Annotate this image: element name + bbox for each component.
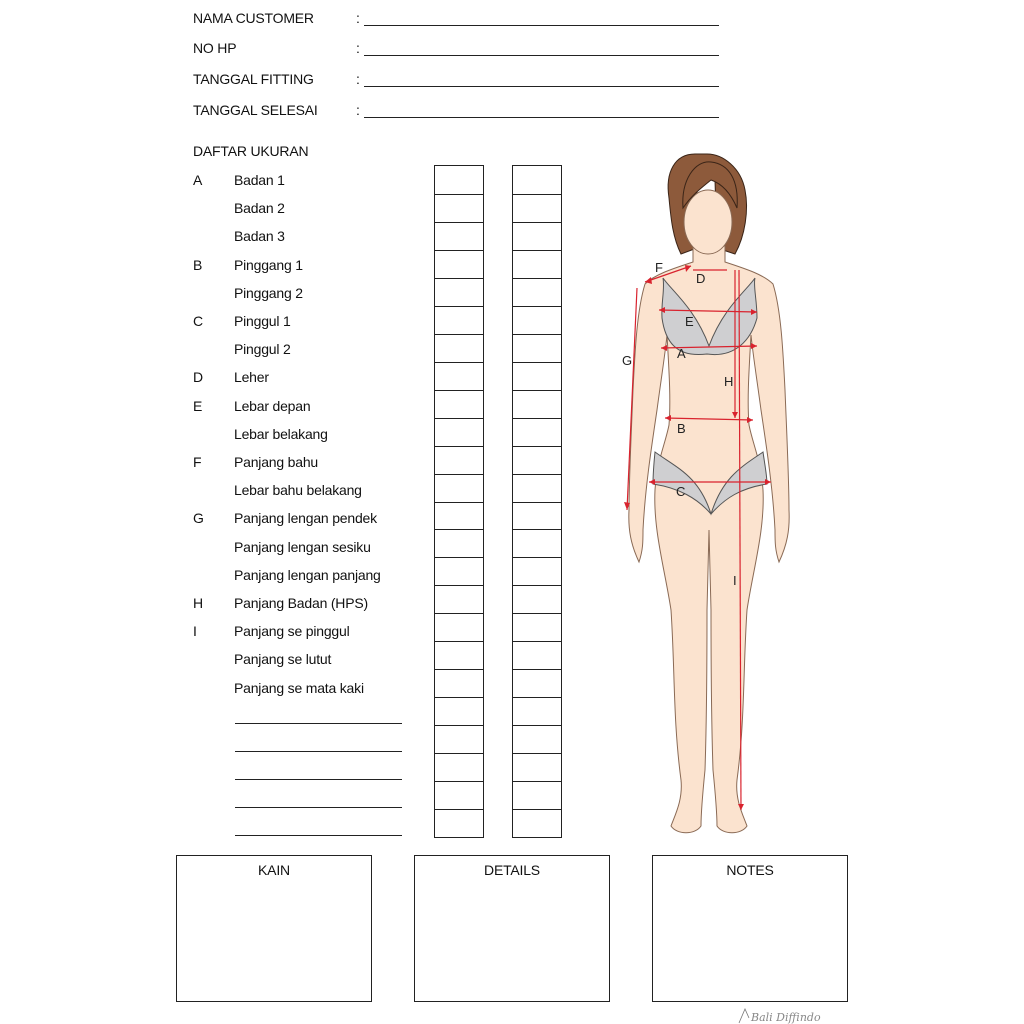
measurement-cell[interactable] xyxy=(513,613,561,641)
measurement-cell[interactable] xyxy=(435,222,483,250)
blank-measurement-line[interactable] xyxy=(235,835,402,836)
body-measurement-figure xyxy=(615,150,800,840)
measurement-cell[interactable] xyxy=(513,166,561,194)
customer-name-field[interactable] xyxy=(364,25,719,26)
measurement-label: Lebar depan xyxy=(234,397,311,414)
measurement-row xyxy=(193,426,413,446)
finish-date-label: TANGGAL SELESAI xyxy=(193,102,318,118)
measurement-cell[interactable] xyxy=(513,781,561,809)
colon: : xyxy=(356,10,360,26)
measurement-cell[interactable] xyxy=(435,529,483,557)
measurement-letter: E xyxy=(193,397,203,414)
measurement-row xyxy=(193,313,413,333)
blank-measurement-line[interactable] xyxy=(235,807,402,808)
colon: : xyxy=(356,40,360,56)
measurement-cell[interactable] xyxy=(435,697,483,725)
measurement-letter: F xyxy=(193,454,202,470)
measurement-row xyxy=(193,398,413,418)
measurement-row xyxy=(193,285,413,305)
measurement-cell[interactable] xyxy=(435,725,483,753)
measurement-row xyxy=(193,482,413,502)
measurement-label: Panjang Badan (HPS) xyxy=(234,595,368,611)
measurement-letter: B xyxy=(193,256,203,273)
measurement-label: Pinggul 1 xyxy=(234,313,291,329)
measurement-letter: G xyxy=(193,510,204,527)
measurement-list-title: DAFTAR UKURAN xyxy=(193,143,309,159)
measurement-label: Panjang se pinggul xyxy=(234,623,350,640)
measurement-cell[interactable] xyxy=(435,753,483,781)
measurement-letter: H xyxy=(193,595,203,611)
measurement-row xyxy=(193,228,413,248)
figure-label-h: H xyxy=(724,374,734,389)
measurement-label: Pinggang 1 xyxy=(234,256,303,273)
measurement-row xyxy=(193,651,413,671)
figure-label-a: A xyxy=(677,346,686,361)
measurement-row xyxy=(193,623,413,643)
measurement-cell[interactable] xyxy=(513,697,561,725)
notes-box[interactable] xyxy=(652,855,848,1002)
blank-measurement-line[interactable] xyxy=(235,779,402,780)
measurement-column-2 xyxy=(512,165,562,838)
customer-name-row xyxy=(193,10,723,30)
measurement-cell[interactable] xyxy=(435,557,483,585)
measurement-label: Pinggul 2 xyxy=(234,341,291,358)
measurement-row xyxy=(193,257,413,277)
measurement-cell[interactable] xyxy=(513,669,561,697)
measurement-cell[interactable] xyxy=(435,194,483,222)
measurement-row xyxy=(193,369,413,389)
measurement-cell[interactable] xyxy=(435,306,483,334)
measurement-cell[interactable] xyxy=(435,585,483,613)
colon: : xyxy=(356,71,360,87)
measurement-cell[interactable] xyxy=(513,250,561,278)
measurement-row xyxy=(193,454,413,474)
figure-label-g: G xyxy=(622,353,633,368)
details-box-title: DETAILS xyxy=(484,862,540,878)
measurement-label: Panjang se mata kaki xyxy=(234,679,364,696)
measurement-row xyxy=(193,595,413,615)
measurement-label: Panjang bahu xyxy=(234,454,319,470)
measurement-cell[interactable] xyxy=(435,418,483,446)
fitting-date-field[interactable] xyxy=(364,86,719,87)
figure-label-e: E xyxy=(685,314,694,329)
measurement-cell[interactable] xyxy=(513,641,561,669)
measurement-cell[interactable] xyxy=(513,529,561,557)
finish-date-row xyxy=(193,102,723,122)
measurement-label: Panjang lengan pendek xyxy=(234,510,377,527)
blank-measurement-line[interactable] xyxy=(235,751,402,752)
measurement-letter: I xyxy=(193,623,197,640)
figure-label-b: B xyxy=(677,421,686,436)
measurement-row xyxy=(193,567,413,587)
measurement-cell[interactable] xyxy=(513,222,561,250)
signature-text: Bali Diffindo xyxy=(751,1011,821,1024)
measurement-cell[interactable] xyxy=(435,809,483,837)
measurement-cell[interactable] xyxy=(513,334,561,362)
measurement-row xyxy=(193,510,413,530)
notes-box-title: NOTES xyxy=(726,862,774,878)
figure-label-f: F xyxy=(655,260,663,275)
measurement-cell[interactable] xyxy=(435,390,483,418)
measurement-cell[interactable] xyxy=(435,669,483,697)
customer-name-label: NAMA CUSTOMER xyxy=(193,10,314,26)
measurement-label: Badan 2 xyxy=(234,200,285,217)
measurement-cell[interactable] xyxy=(513,474,561,502)
measurement-cell[interactable] xyxy=(513,446,561,474)
measurement-cell[interactable] xyxy=(435,613,483,641)
measurement-label: Badan 1 xyxy=(234,172,285,188)
blank-measurement-line[interactable] xyxy=(235,723,402,724)
measurement-row xyxy=(193,680,413,700)
measurement-row xyxy=(193,539,413,559)
signature-logo xyxy=(735,1006,850,1024)
measurement-row xyxy=(193,200,413,220)
details-box[interactable] xyxy=(414,855,610,1002)
measurement-cell[interactable] xyxy=(435,641,483,669)
phone-row xyxy=(193,40,723,60)
body-silhouette xyxy=(629,246,789,833)
measurement-cell[interactable] xyxy=(513,585,561,613)
measurement-row xyxy=(193,172,413,192)
measurement-cell[interactable] xyxy=(435,446,483,474)
measurement-cell[interactable] xyxy=(513,557,561,585)
measurement-label: Pinggang 2 xyxy=(234,284,303,301)
measurement-cell[interactable] xyxy=(435,166,483,194)
measurement-cell[interactable] xyxy=(435,781,483,809)
measurement-label: Lebar belakang xyxy=(234,425,328,442)
measurement-cell[interactable] xyxy=(513,194,561,222)
measurement-label: Lebar bahu belakang xyxy=(234,482,362,499)
fitting-date-row xyxy=(193,71,723,91)
measurement-column-1 xyxy=(434,165,484,838)
measurement-cell[interactable] xyxy=(513,278,561,306)
measurement-cell[interactable] xyxy=(435,334,483,362)
measurement-letter: C xyxy=(193,313,203,329)
measurement-cell[interactable] xyxy=(513,753,561,781)
measurement-cell[interactable] xyxy=(435,278,483,306)
figure-label-d: D xyxy=(696,271,706,286)
measurement-letter: D xyxy=(193,369,203,386)
measurement-cell[interactable] xyxy=(513,390,561,418)
finish-date-field[interactable] xyxy=(364,117,719,118)
measurement-cell[interactable] xyxy=(435,502,483,530)
measurement-cell[interactable] xyxy=(513,306,561,334)
measurement-cell[interactable] xyxy=(435,474,483,502)
measurement-cell[interactable] xyxy=(513,502,561,530)
measurement-cell[interactable] xyxy=(435,250,483,278)
figure-label-c: C xyxy=(676,484,686,499)
measurement-cell[interactable] xyxy=(513,809,561,837)
kain-box[interactable] xyxy=(176,855,372,1002)
measurement-cell[interactable] xyxy=(513,362,561,390)
measurement-label: Panjang lengan sesiku xyxy=(234,538,371,555)
face xyxy=(684,190,732,254)
fitting-date-label: TANGGAL FITTING xyxy=(193,71,314,87)
measurement-letter: A xyxy=(193,172,203,188)
phone-field[interactable] xyxy=(364,55,719,56)
kain-box-title: KAIN xyxy=(258,862,290,878)
measurement-cell[interactable] xyxy=(435,362,483,390)
measurement-cell[interactable] xyxy=(513,725,561,753)
measurement-cell[interactable] xyxy=(513,418,561,446)
figure-label-i: I xyxy=(733,573,737,588)
measurement-label: Leher xyxy=(234,369,269,386)
colon: : xyxy=(356,102,360,118)
phone-label: NO HP xyxy=(193,40,237,56)
measurement-label: Badan 3 xyxy=(234,228,285,245)
measurement-label: Panjang se lutut xyxy=(234,651,332,668)
measurement-label: Panjang lengan panjang xyxy=(234,566,381,583)
measurement-row xyxy=(193,341,413,361)
